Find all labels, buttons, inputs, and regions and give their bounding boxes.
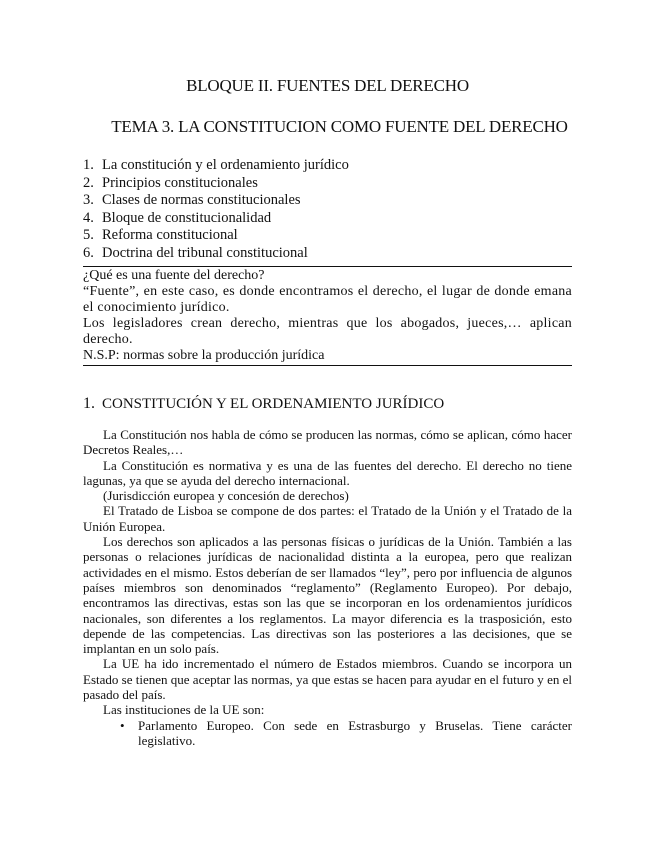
paragraph: La Constitución es normativa y es una de las fuentes del derecho. El derecho no tiene lagunas, ya que se ayuda del derecho internacional. [83, 457, 572, 488]
paragraph: La UE ha ido incrementado el número de Estados miembros. Cuando se incorpora un Estado se tienen que aceptar las normas, ya que estas se hacen para ayudar en el futuro y en el pasado del país. [83, 656, 572, 703]
institutions-list [83, 718, 572, 749]
list-item: • Parlamento Europeo. Con sede en Estrasburgo y Bruselas. Tiene carácter legislativo. [120, 717, 572, 748]
notes-question: ¿Qué es una fuente del derecho? [83, 268, 265, 283]
paragraph: Los derechos son aplicados a las personas físicas o jurídicas de la Unión. También a las personas o relaciones jurídicas de nacionalidad distinta a la europea, pero que realizan actividades en el mismo. Estos deberían de ser llamados “ley”, pero por influencia de algunos países miembros son denominados “reglamento” (Reglamento Europeo). Por debajo, encontramos las directivas, estas son las que se incorporan en los ordenamientos jurídicos nacionales, son diferentes a los reglamentos. La mayor diferencia es la trasposición, esto depende de las competencias. Las directivas son las posteriores a las decisiones, que se implantan en un solo país. [83, 534, 572, 657]
section-heading [83, 395, 444, 413]
topic-title: TEMA 3. LA CONSTITUCION COMO FUENTE DEL DERECHO [111, 117, 568, 136]
notes-box [83, 266, 572, 366]
section-title: CONSTITUCIÓN Y EL ORDENAMIENTO JURÍDICO [102, 396, 445, 412]
toc-item: 3. Clases de normas constitucionales [83, 192, 301, 209]
toc-item: 1. La constitución y el ordenamiento jurídico [83, 157, 349, 173]
toc-item: 2. Principios constitucionales [83, 174, 258, 191]
toc-item: 5. Reforma constitucional [83, 227, 238, 244]
section-body [83, 427, 572, 748]
block-title: BLOQUE II. FUENTES DEL DERECHO [186, 76, 469, 95]
toc-item: 4. Bloque de constitucionalidad [83, 209, 272, 226]
toc-item: 6. Doctrina del tribunal constitucional [83, 244, 308, 261]
paragraph: La Constitución nos habla de cómo se producen las normas, cómo se aplican, cómo hacer Decretos Reales,… [83, 427, 572, 458]
notes-answer: “Fuente”, en este caso, es donde encontramos el derecho, el lugar de donde emana el conocimiento jurídico. [83, 284, 572, 315]
paragraph: Las instituciones de la UE son: [103, 702, 265, 718]
notes-legisladores: Los legisladores crean derecho, mientras que los abogados, jueces,… aplican derecho. [83, 316, 572, 347]
table-of-contents [83, 157, 349, 263]
paragraph: El Tratado de Lisboa se compone de dos partes: el Tratado de la Unión y el Tratado de la Unión Europea. [83, 503, 572, 534]
paragraph: (Jurisdicción europea y concesión de derechos) [103, 488, 349, 504]
section-number: 1. [83, 395, 95, 412]
bullet-icon: • [120, 717, 125, 733]
notes-nsp: N.S.P: normas sobre la producción jurídica [83, 348, 325, 363]
